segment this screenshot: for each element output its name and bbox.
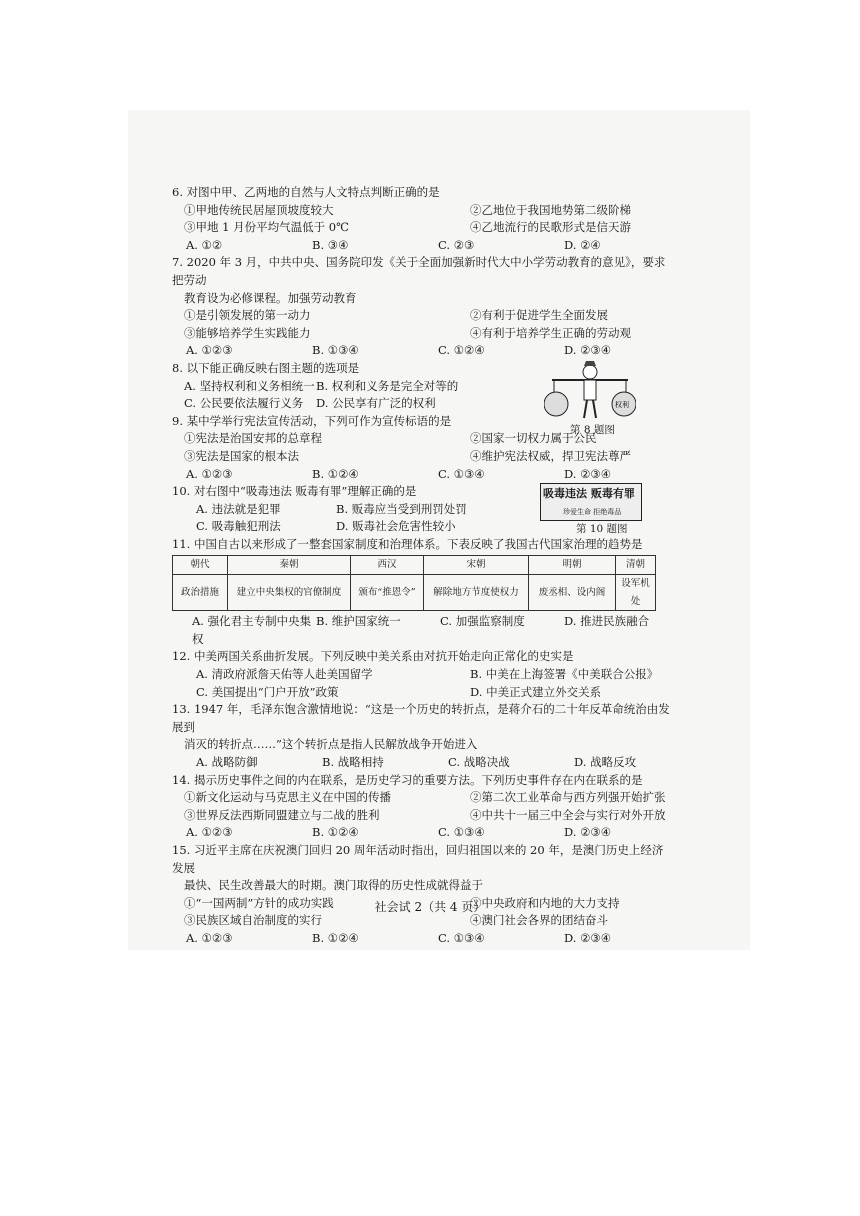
option: D. 推进民族融合: [564, 614, 650, 629]
option: C. ①③④: [438, 930, 485, 945]
option: A. 战略防御: [196, 755, 258, 769]
statement: ①新文化运动与马克思主义在中国的传播: [184, 790, 391, 805]
option: C. 美国提出“门户开放”政策: [196, 684, 339, 699]
statement: ②国家一切权力属于公民: [470, 431, 597, 446]
question-stem-cont: 教育设为必修课程。加强劳动教育: [184, 290, 357, 305]
option: D. ②③④: [564, 930, 612, 945]
option: C. 吸毒触犯刑法: [196, 519, 281, 534]
question-15: [172, 842, 672, 948]
option: C. 战略决战: [448, 755, 510, 769]
statement: ④乙地流行的民歌形式是信天游: [470, 220, 631, 235]
statement: ②有利于促进学生全面发展: [470, 308, 608, 323]
table-header-cell: 西汉: [351, 556, 424, 575]
statement: ①甲地传统民居屋顶坡度较大: [184, 202, 334, 217]
option: A. ①②③: [186, 466, 233, 481]
option: C. 公民要依法履行义务: [184, 396, 304, 411]
question-stem: 11. 中国自古以来形成了一整套国家制度和治理体系。下表反映了我国古代国家治理的趋势是: [172, 536, 643, 551]
statement: ④有利于培养学生正确的劳动观: [470, 325, 631, 340]
statement: ③甲地 1 月份平均气温低于 0℃: [184, 220, 349, 235]
option: D. 中美正式建立外交关系: [470, 684, 602, 699]
question-stem-cont: 消灭的转折点……”这个转折点是指人民解放战争开始进入: [184, 737, 478, 752]
option: B. 维护国家统一: [316, 614, 401, 629]
option: C. ①③④: [438, 825, 485, 840]
option: B. ③④: [312, 237, 349, 252]
option: B. ①③④: [312, 343, 359, 358]
table-header-cell: 秦朝: [228, 556, 351, 575]
option: B. 中美在上海签署《中美联合公报》: [470, 667, 659, 682]
statement: ①宪法是治国安邦的总章程: [184, 431, 322, 446]
option: A. 清政府派詹天佑等人赴美国留学: [196, 667, 373, 682]
question-stem: 7. 2020 年 3 月，中共中央、国务院印发《关于全面加强新时代大中小学劳动教育的意见》，要求把劳动: [172, 255, 666, 287]
question-stem: 14. 揭示历史事件之间的内在联系，是历史学习的重要方法。下列历史事件存在内在联系的是: [172, 772, 643, 787]
question-stem: 8. 以下能正确反映右图主题的选项是: [172, 360, 360, 375]
figure-10-banner: [540, 483, 642, 521]
statement: ④中共十一届三中全会与实行对外开放: [470, 807, 666, 822]
option: C. 加强监察制度: [440, 614, 525, 629]
table-cell: 建立中央集权的官僚制度: [228, 575, 351, 611]
question-stem: 6. 对图中甲、乙两地的自然与人文特点判断正确的是: [172, 185, 440, 199]
option: B. ①②④: [312, 930, 359, 945]
dynasty-table: [172, 555, 656, 611]
table-row: [173, 575, 656, 611]
option: D. 公民享有广泛的权利: [316, 396, 436, 411]
question-14: [172, 772, 672, 842]
table-header-cell: 明朝: [529, 556, 616, 575]
statement: ③宪法是国家的根本法: [184, 448, 299, 463]
statement: ②第二次工业革命与西方列强开始扩张: [470, 790, 666, 805]
table-header-cell: 宋朝: [424, 556, 529, 575]
table-cell: 解除地方节度使权力: [424, 575, 529, 611]
option: C. ①②④: [438, 343, 485, 358]
figure-8-cartoon: [544, 358, 636, 428]
question-11: [172, 536, 672, 649]
question-6: [172, 184, 672, 254]
banner-subtitle: 珍爱生命 拒绝毒品: [563, 508, 622, 517]
option: D. ②④: [564, 237, 601, 252]
option: D. ②③④: [564, 343, 612, 358]
option: A. 强化君主专制中央集权: [192, 614, 312, 646]
figure-10-caption: 第 10 题图: [576, 523, 628, 536]
option: C. ②③: [438, 237, 475, 252]
question-stem: 9. 某中学举行宪法宣传活动，下列可作为宣传标语的是: [172, 413, 452, 428]
table-cell: 设军机处: [616, 575, 656, 611]
option: B. ①②④: [312, 466, 359, 481]
exam-page: [172, 184, 672, 948]
option: D. 战略反攻: [574, 755, 637, 769]
option: A. 坚持权利和义务相统一: [184, 378, 315, 393]
statement: ①是引领发展的第一动力: [184, 308, 311, 323]
option: A. ①②③: [186, 825, 233, 840]
option: D. ②③④: [564, 466, 612, 481]
table-header-row: [173, 556, 656, 575]
statement: ①“一国两制”方针的成功实践: [184, 895, 334, 910]
option: B. 贩毒应当受到刑罚处罚: [336, 501, 467, 516]
option: A. 违法就是犯罪: [196, 501, 281, 516]
option: B. 战略相持: [322, 755, 384, 769]
statement: ③能够培养学生实践能力: [184, 325, 311, 340]
question-stem: 15. 习近平主席在庆祝澳门回归 20 周年活动时指出，回归祖国以来的 20 年，是澳门历史上经济发展: [172, 842, 664, 875]
option: B. ①②④: [312, 825, 359, 840]
statement: ③世界反法西斯同盟建立与二战的胜利: [184, 807, 380, 822]
option: D. ②③④: [564, 825, 612, 840]
option: A. ①②③: [186, 343, 233, 358]
statement: ②中央政府和内地的大力支持: [470, 895, 620, 910]
question-13: [172, 701, 672, 771]
statement: ④澳门社会各界的团结奋斗: [470, 913, 608, 928]
page-footer: 社会试 2（共 4 页）: [374, 900, 486, 914]
table-cell: 政治措施: [173, 575, 228, 611]
banner-slogan: 吸毒违法 贩毒有罪: [543, 487, 635, 501]
figure-8-caption: 第 8 题图: [570, 423, 615, 436]
option: C. ①③④: [438, 466, 485, 481]
table-cell: 颁布“推恩令”: [351, 575, 424, 611]
statement: ②乙地位于我国地势第二级阶梯: [470, 202, 631, 217]
option: A. ①②③: [186, 930, 233, 945]
question-stem-cont: 最快、民生改善最大的时期。澳门取得的历史性成就得益于: [184, 878, 483, 893]
option: B. 权利和义务是完全对等的: [316, 378, 459, 393]
question-7: [172, 254, 672, 360]
question-stem: 13. 1947 年，毛泽东饱含激情地说：“这是一个历史的转折点，是蒋介石的二十年反革命统治由发展到: [172, 702, 670, 734]
figure-8-label-rights: 权利: [615, 400, 629, 409]
option: D. 贩毒社会危害性较小: [336, 519, 456, 534]
question-stem: 12. 中美两国关系曲折发展。下列反映中美关系由对抗开始走向正常化的史实是: [172, 649, 574, 664]
table-cell: 废丞相、设内阁: [529, 575, 616, 611]
statement: ④维护宪法权威，捍卫宪法尊严: [470, 448, 631, 463]
question-stem: 10. 对右图中“吸毒违法 贩毒有罪”理解正确的是: [172, 484, 417, 499]
statement: ③民族区域自治制度的实行: [184, 913, 322, 928]
question-10: [172, 483, 672, 536]
table-header-cell: 清朝: [616, 556, 656, 575]
question-12: [172, 648, 672, 701]
option: A. ①②: [186, 237, 223, 252]
table-header-cell: 朝代: [173, 556, 228, 575]
